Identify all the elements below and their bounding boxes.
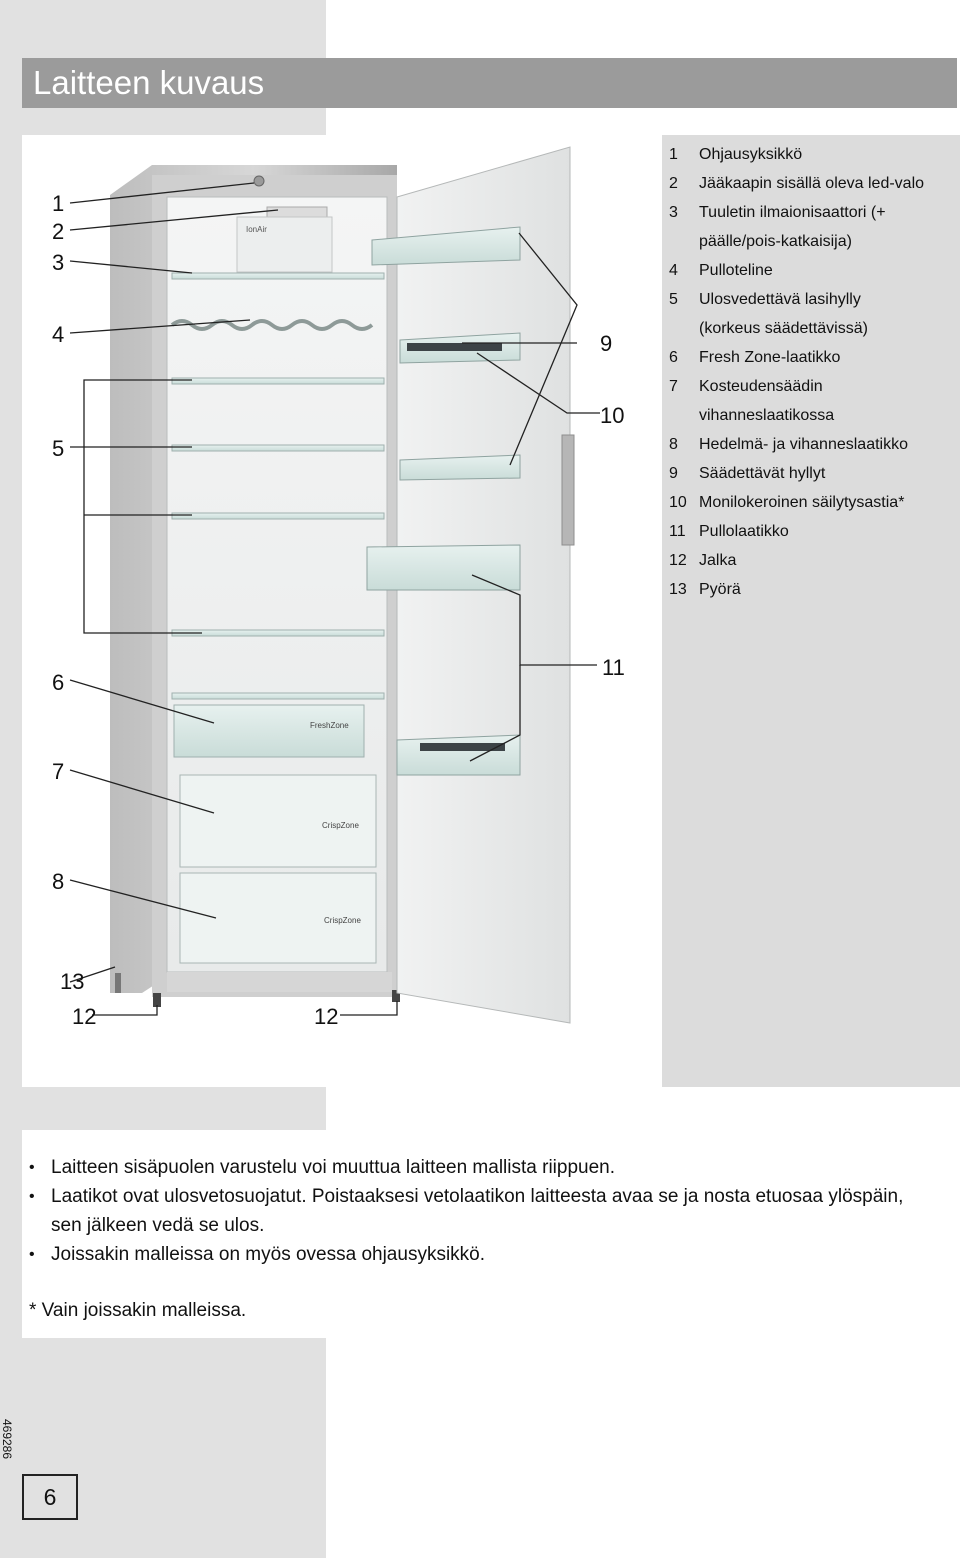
legend-item: 8 Hedelmä- ja vihanneslaatikko bbox=[669, 436, 908, 453]
notes-list bbox=[29, 1153, 929, 1269]
legend-item: 13 Pyörä bbox=[669, 581, 741, 598]
ion-air-label: IonAir bbox=[246, 225, 267, 234]
callout-1: 1 bbox=[52, 191, 65, 216]
refrigerator-diagram bbox=[22, 135, 662, 1087]
legend-item: 5 Ulosvedettävä lasihylly bbox=[669, 291, 861, 308]
legend-list bbox=[669, 142, 924, 606]
legend-item-continued: päälle/pois-katkaisija) bbox=[699, 233, 852, 250]
fresh-zone-label: FreshZone bbox=[310, 721, 349, 730]
callout-3: 3 bbox=[52, 250, 65, 275]
legend-item-continued: vihanneslaatikossa bbox=[699, 407, 835, 424]
cabinet-bottom bbox=[167, 972, 392, 992]
callout-7: 7 bbox=[52, 759, 65, 784]
crisp-zone-lower-label: CrispZone bbox=[324, 916, 361, 925]
foot-left bbox=[153, 993, 161, 1007]
note-item: • Joissakin malleissa on myös ovessa ohjausyksikkö. bbox=[29, 1240, 929, 1269]
legend-item-continued: (korkeus säädettävissä) bbox=[699, 320, 868, 337]
callout-5: 5 bbox=[52, 436, 65, 461]
legend-item: 6 Fresh Zone-laatikko bbox=[669, 349, 841, 366]
callout-2: 2 bbox=[52, 219, 65, 244]
led-light bbox=[267, 207, 327, 217]
callout-12-left: 12 bbox=[72, 1004, 97, 1029]
legend-item: 4 Pulloteline bbox=[669, 262, 773, 279]
legend-item: 1 Ohjausyksikkö bbox=[669, 146, 803, 163]
crisp-zone-upper-label: CrispZone bbox=[322, 821, 359, 830]
note-item: • Laitteen sisäpuolen varustelu voi muuttua laitteen mallista riippuen. bbox=[29, 1153, 929, 1182]
callout-13: 13 bbox=[60, 969, 85, 994]
legend-item: 10 Monilokeroinen säilytysastia* bbox=[669, 494, 905, 511]
fresh-zone-drawer bbox=[174, 705, 364, 757]
document-id: 469286 bbox=[0, 1418, 14, 1460]
callout-6: 6 bbox=[52, 670, 65, 695]
page-number: 6 bbox=[22, 1474, 78, 1520]
page-title: Laitteen kuvaus bbox=[22, 58, 957, 108]
footnote: * Vain joissakin malleissa. bbox=[29, 1300, 247, 1321]
callout-12-right: 12 bbox=[314, 1004, 339, 1029]
legend-item: 12 Jalka bbox=[669, 552, 737, 569]
legend-item: 11 Pullolaatikko bbox=[669, 523, 789, 540]
legend-item: 9 Säädettävät hyllyt bbox=[669, 465, 826, 482]
callout-8: 8 bbox=[52, 869, 65, 894]
callout-9: 9 bbox=[600, 331, 613, 356]
wheel bbox=[115, 973, 121, 993]
legend-item: 7 Kosteudensäädin bbox=[669, 378, 823, 395]
callout-10: 10 bbox=[600, 403, 625, 428]
legend-item: 3 Tuuletin ilmaionisaattori (+ bbox=[669, 204, 886, 221]
door-handle bbox=[562, 435, 574, 545]
callout-4: 4 bbox=[52, 322, 65, 347]
control-unit-knob bbox=[254, 176, 264, 186]
multi-compartment-container bbox=[407, 343, 502, 351]
callout-11: 11 bbox=[602, 655, 625, 680]
legend-item: 2 Jääkaapin sisällä oleva led-valo bbox=[669, 175, 925, 192]
note-item: • Laatikot ovat ulosvetosuojatut. Poistaaksesi vetolaatikon laitteesta avaa se ja nosta etuosaa ylöspäin, sen jälkeen vedä se ulos. bbox=[29, 1182, 929, 1240]
